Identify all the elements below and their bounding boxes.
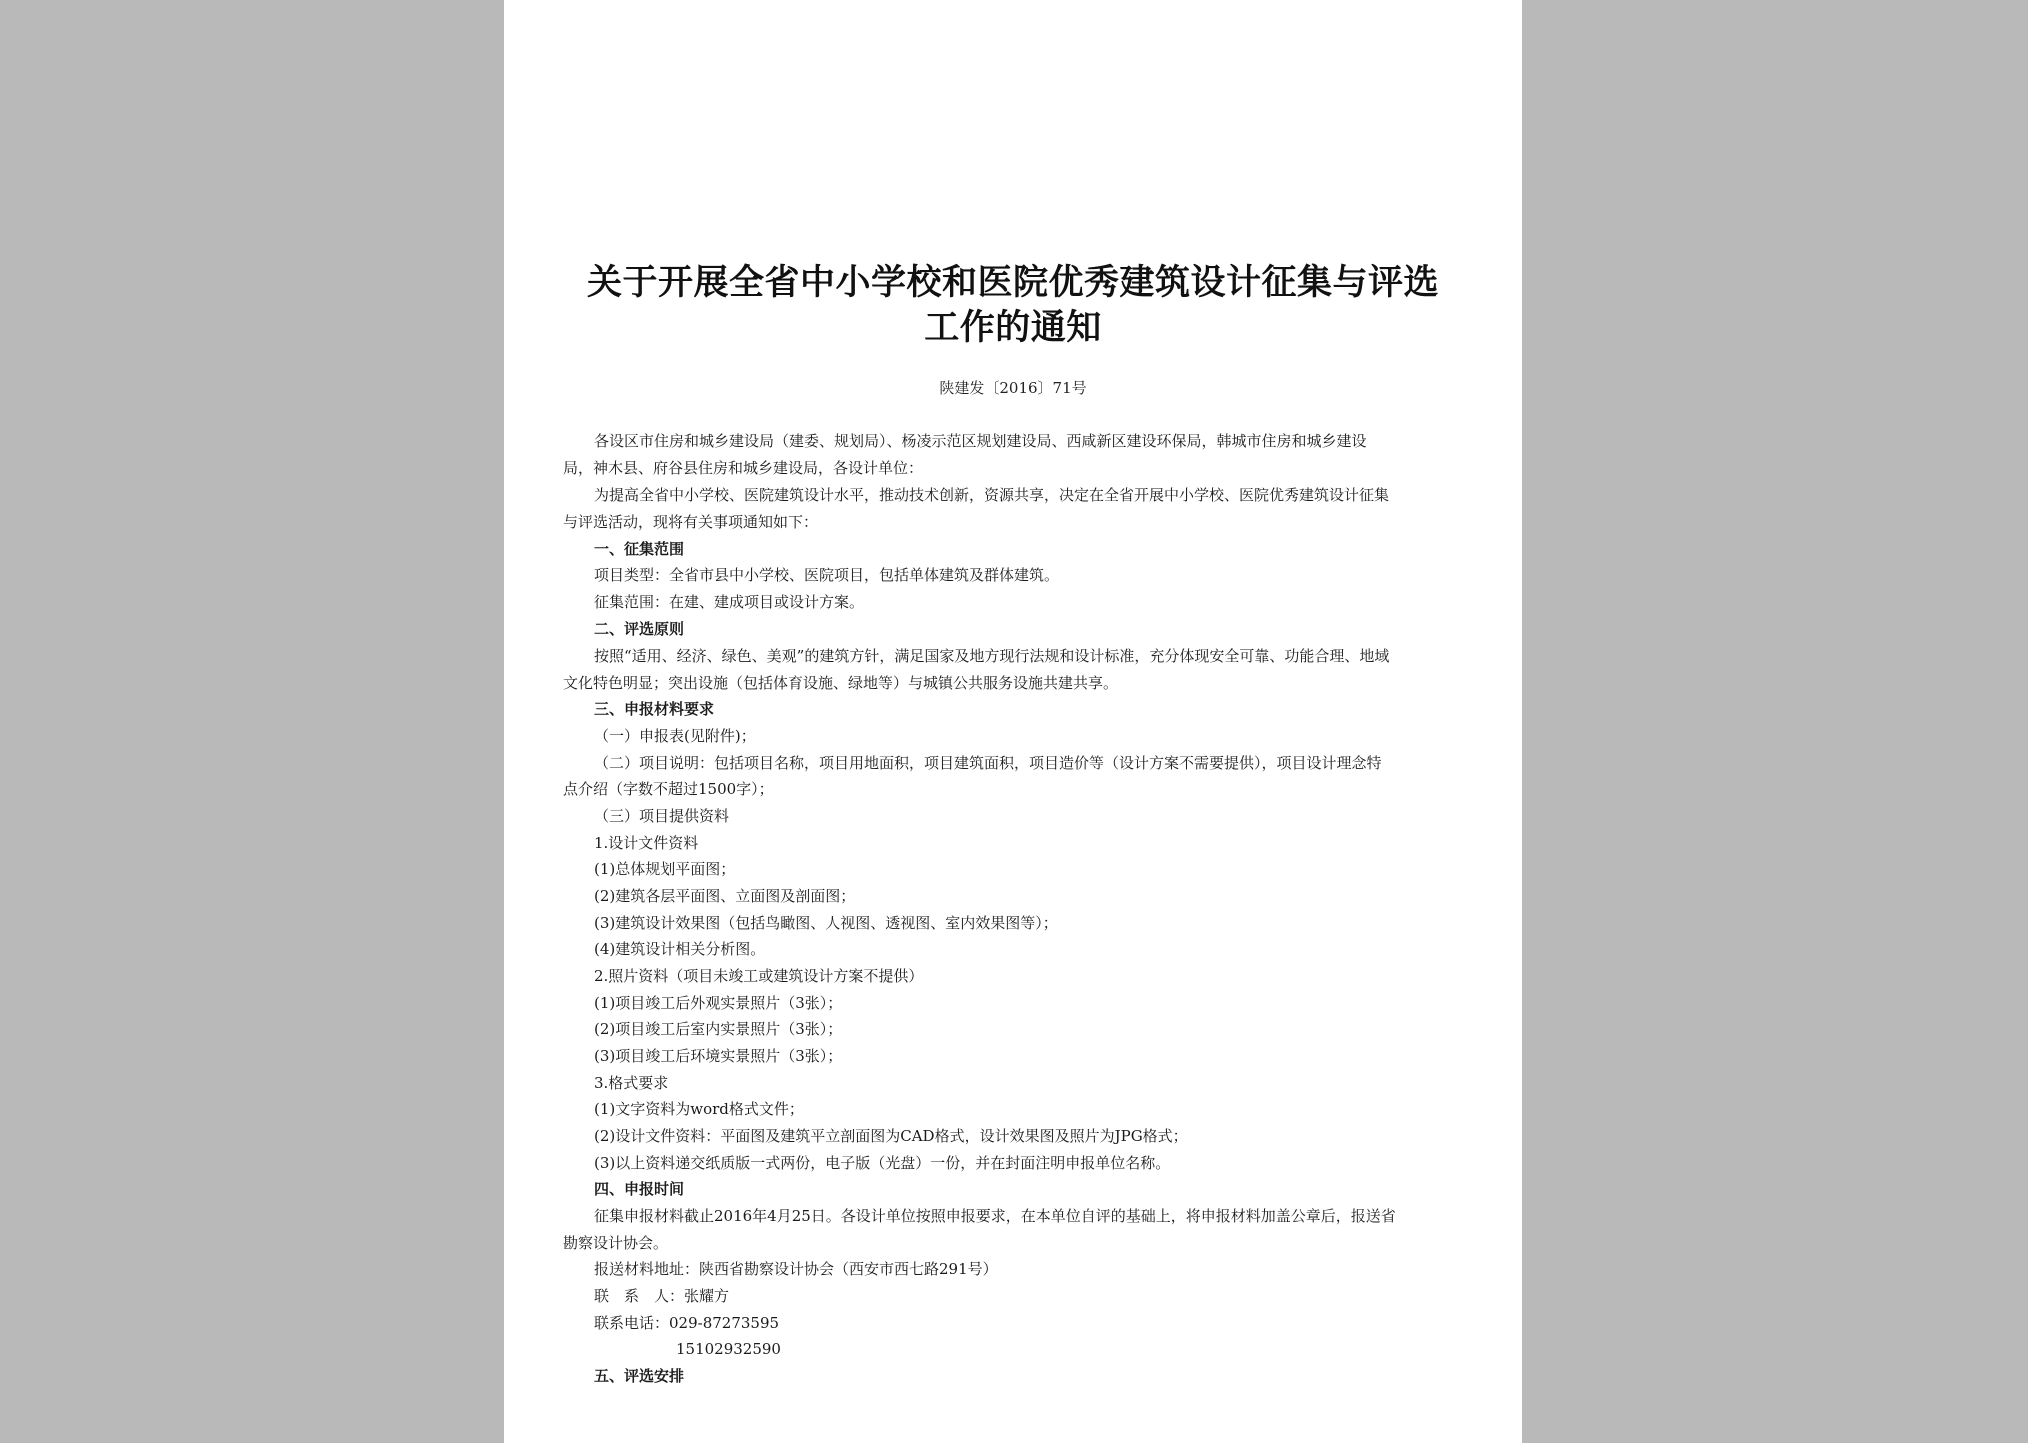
body-line: (1)项目竣工后外观实景照片（3张）； xyxy=(594,994,843,1012)
body-line: 3.格式要求 xyxy=(594,1074,669,1092)
section-heading: 一、征集范围 xyxy=(594,540,685,558)
body-line: (3)以上资料递交纸质版一式两份，电子版（光盘）一份，并在封面注明申报单位名称。 xyxy=(594,1154,1171,1172)
body-line: 勘察设计协会。 xyxy=(563,1234,669,1252)
body-line: (3)项目竣工后环境实景照片（3张）； xyxy=(594,1047,843,1065)
body-line: 2.照片资料（项目未竣工或建筑设计方案不提供） xyxy=(594,967,924,985)
body-line: 报送材料地址：陕西省勘察设计协会（西安市西七路291号） xyxy=(594,1260,998,1278)
body-line: 1.设计文件资料 xyxy=(594,834,699,852)
body-line: 联系电话：029-87273595 xyxy=(594,1314,780,1332)
body-line: (4)建筑设计相关分析图。 xyxy=(594,940,766,958)
body-line: （三）项目提供资料 xyxy=(594,807,730,825)
document-title-line-1: 关于开展全省中小学校和医院优秀建筑设计征集与评选 xyxy=(586,262,1439,303)
document-number: 陕建发〔2016〕71号 xyxy=(939,379,1087,397)
body-line: (2)项目竣工后室内实景照片（3张）； xyxy=(594,1020,843,1038)
body-line: 按照“适用、经济、绿色、美观”的建筑方针，满足国家及地方现行法规和设计标准，充分体现安全可靠、功能合理、地域 xyxy=(594,647,1390,665)
body-line: 为提高全省中小学校、医院建筑设计水平，推动技术创新，资源共享，决定在全省开展中小学校、医院优秀建筑设计征集 xyxy=(594,486,1390,504)
section-heading: 二、评选原则 xyxy=(594,620,685,638)
section-heading: 三、申报材料要求 xyxy=(594,700,715,718)
body-line: (1)文字资料为word格式文件； xyxy=(594,1100,804,1118)
body-line: 项目类型：全省市县中小学校、医院项目，包括单体建筑及群体建筑。 xyxy=(594,566,1060,584)
document-title-line-2: 工作的通知 xyxy=(924,307,1102,348)
body-line: (2)建筑各层平面图、立面图及剖面图； xyxy=(594,887,856,905)
section-heading: 四、申报时间 xyxy=(594,1180,685,1198)
body-line: (3)建筑设计效果图（包括鸟瞰图、人视图、透视图、室内效果图等）； xyxy=(594,914,1058,932)
body-line: （一）申报表(见附件)； xyxy=(594,727,756,745)
section-heading: 五、评选安排 xyxy=(594,1367,685,1385)
body-line: 各设区市住房和城乡建设局（建委、规划局）、杨凌示范区规划建设局、西咸新区建设环保局，韩城市住房和城乡建设 xyxy=(594,432,1367,450)
body-line: （二）项目说明：包括项目名称，项目用地面积，项目建筑面积，项目造价等（设计方案不需要提供），项目设计理念特 xyxy=(594,754,1382,772)
body-line: 文化特色明显；突出设施（包括体育设施、绿地等）与城镇公共服务设施共建共享。 xyxy=(563,674,1119,692)
body-line: (2)设计文件资料：平面图及建筑平立剖面图为CAD格式，设计效果图及照片为JPG格式； xyxy=(594,1127,1188,1145)
body-line: 局，神木县、府谷县住房和城乡建设局，各设计单位： xyxy=(563,459,924,477)
body-line: 联 系 人：张耀方 xyxy=(594,1287,730,1305)
body-line: 15102932590 xyxy=(676,1340,781,1358)
body-line: (1)总体规划平面图； xyxy=(594,860,736,878)
body-line: 与评选活动，现将有关事项通知如下： xyxy=(563,513,819,531)
body-line: 征集范围：在建、建成项目或设计方案。 xyxy=(594,593,865,611)
body-line: 征集申报材料截止2016年4月25日。各设计单位按照申报要求，在本单位自评的基础上，将申报材料加盖公章后，报送省 xyxy=(594,1207,1396,1225)
body-line: 点介绍（字数不超过1500字）； xyxy=(563,780,774,798)
document-page xyxy=(504,0,1522,1443)
